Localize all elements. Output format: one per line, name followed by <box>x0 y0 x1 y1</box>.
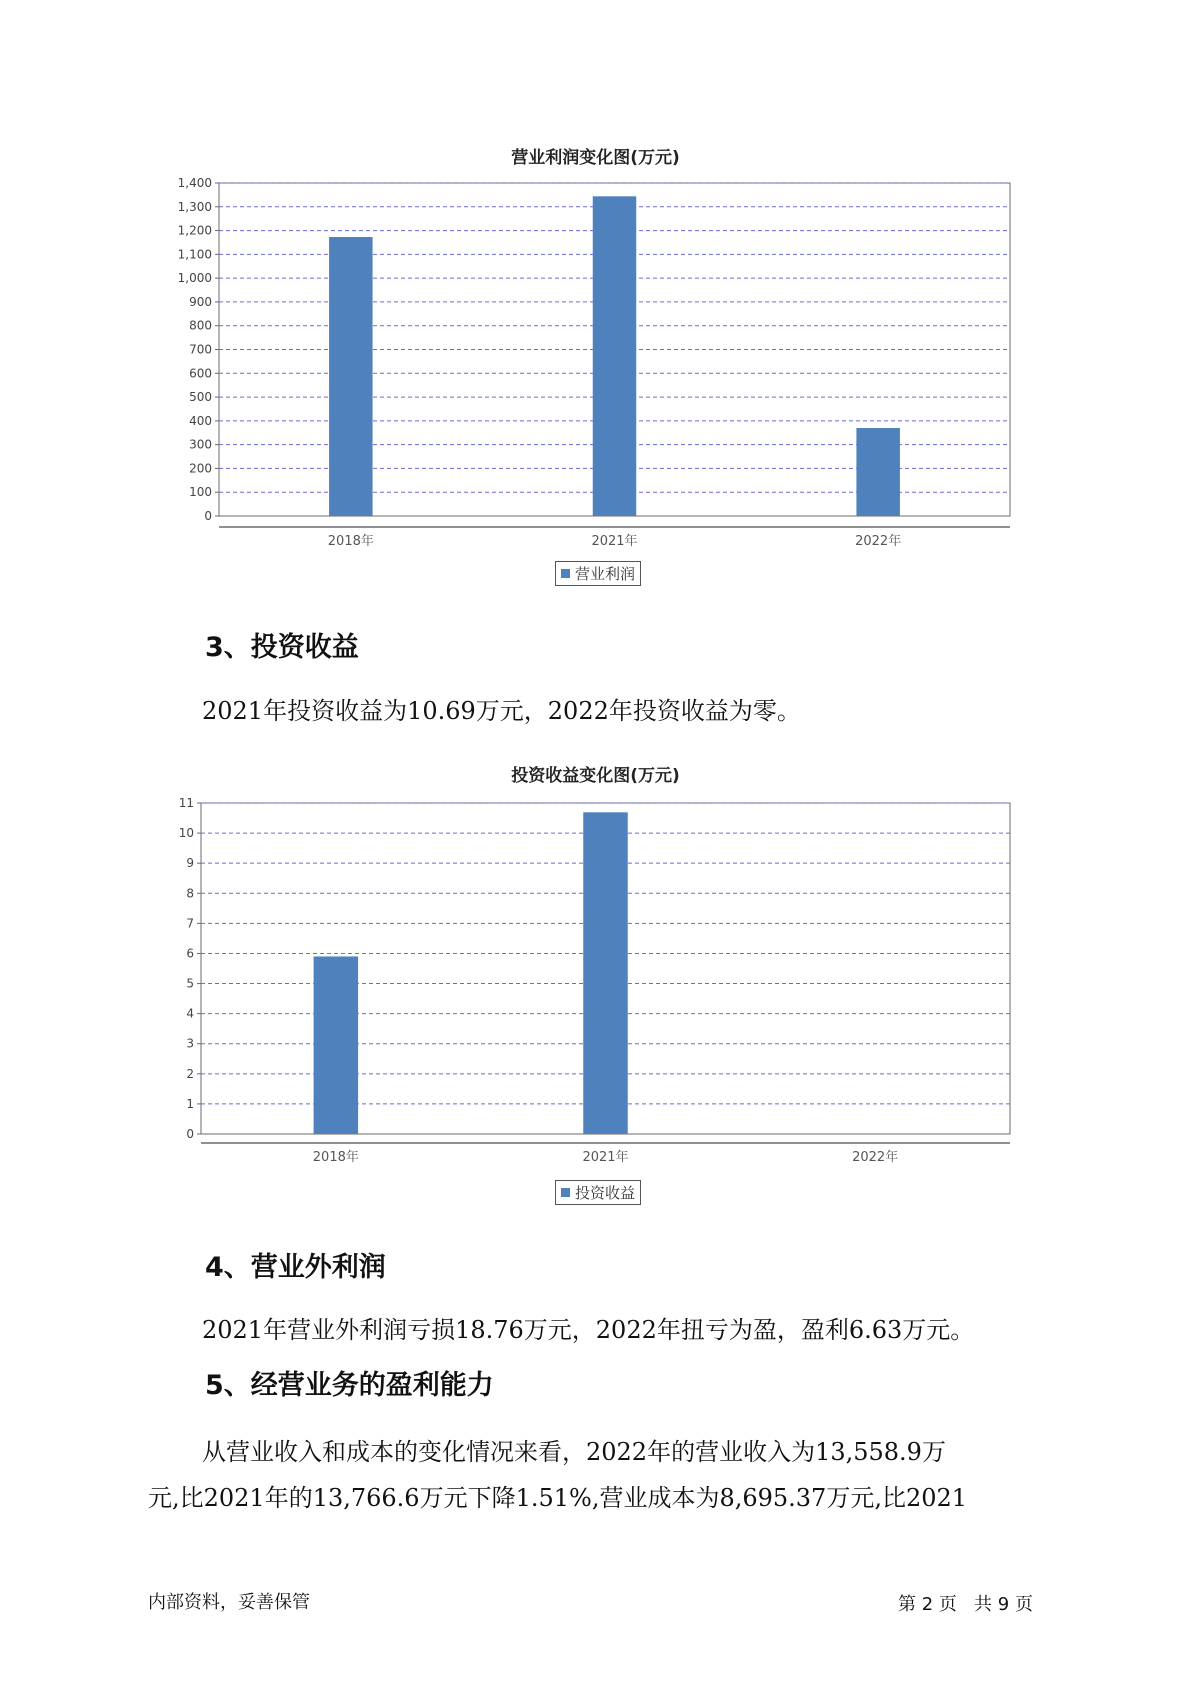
y-tick-label: 300 <box>189 437 212 452</box>
y-tick-label: 7 <box>186 916 194 931</box>
x-tick-label: 2021年 <box>591 534 638 549</box>
section-3-heading: 3、投资收益 <box>205 632 359 663</box>
chart-operating-profit-title: 营业利润变化图(万元) <box>511 148 680 168</box>
y-tick-label: 3 <box>186 1036 194 1051</box>
bar <box>583 812 627 1134</box>
y-tick-label: 0 <box>204 509 212 523</box>
y-tick-label: 500 <box>189 390 212 405</box>
y-tick-label: 11 <box>178 796 194 810</box>
y-tick-label: 9 <box>186 856 194 871</box>
chart-investment-income-title: 投资收益变化图(万元) <box>511 766 680 786</box>
y-tick-label: 10 <box>178 826 194 841</box>
y-tick-label: 1,400 <box>177 176 212 190</box>
section-5-text-line-1: 从营业收入和成本的变化情况来看，2022年的营业收入为13,558.9万 <box>202 1438 946 1466</box>
x-tick-label: 2021年 <box>582 1150 629 1165</box>
footer-page-number: 第 2 页 共 9 页 <box>898 1594 1033 1615</box>
y-tick-label: 0 <box>186 1127 194 1141</box>
footer-confidential-note: 内部资料，妥善保管 <box>148 1592 310 1613</box>
y-tick-label: 100 <box>189 485 212 500</box>
y-tick-label: 800 <box>189 318 212 333</box>
chart-investment-income-legend <box>555 1180 641 1205</box>
y-tick-label: 200 <box>189 461 212 476</box>
section-5-heading: 5、经营业务的盈利能力 <box>205 1370 494 1401</box>
section-3-text: 2021年投资收益为10.69万元，2022年投资收益为零。 <box>202 697 801 725</box>
y-tick-label: 4 <box>186 1006 194 1021</box>
y-tick-label: 1,300 <box>177 199 212 214</box>
legend-label: 投资收益 <box>575 1184 636 1202</box>
y-tick-label: 700 <box>189 342 212 357</box>
y-tick-label: 1,200 <box>177 223 212 238</box>
y-tick-label: 2 <box>186 1066 194 1081</box>
y-tick-label: 1,000 <box>177 271 212 286</box>
y-tick-label: 6 <box>186 946 194 961</box>
section-4-heading: 4、营业外利润 <box>205 1252 386 1283</box>
legend-swatch-icon <box>561 1188 570 1197</box>
x-tick-label: 2018年 <box>312 1150 359 1165</box>
y-tick-label: 1,100 <box>177 247 212 262</box>
y-tick-label: 8 <box>186 886 194 901</box>
y-tick-label: 900 <box>189 294 212 309</box>
y-tick-label: 1 <box>186 1096 194 1111</box>
x-tick-label: 2018年 <box>327 534 374 549</box>
y-tick-label: 400 <box>189 413 212 428</box>
section-4-text: 2021年营业外利润亏损18.76万元，2022年扭亏为盈，盈利6.63万元。 <box>202 1316 975 1344</box>
x-tick-label: 2022年 <box>852 1150 899 1165</box>
x-tick-label: 2022年 <box>855 534 902 549</box>
bar <box>314 956 358 1134</box>
legend-label: 营业利润 <box>575 565 636 583</box>
y-tick-label: 600 <box>189 366 212 381</box>
section-5-text-line-2: 元,比2021年的13,766.6万元下降1.51%,营业成本为8,695.37万元,比2021 <box>148 1484 968 1512</box>
y-tick-label: 5 <box>186 976 194 991</box>
